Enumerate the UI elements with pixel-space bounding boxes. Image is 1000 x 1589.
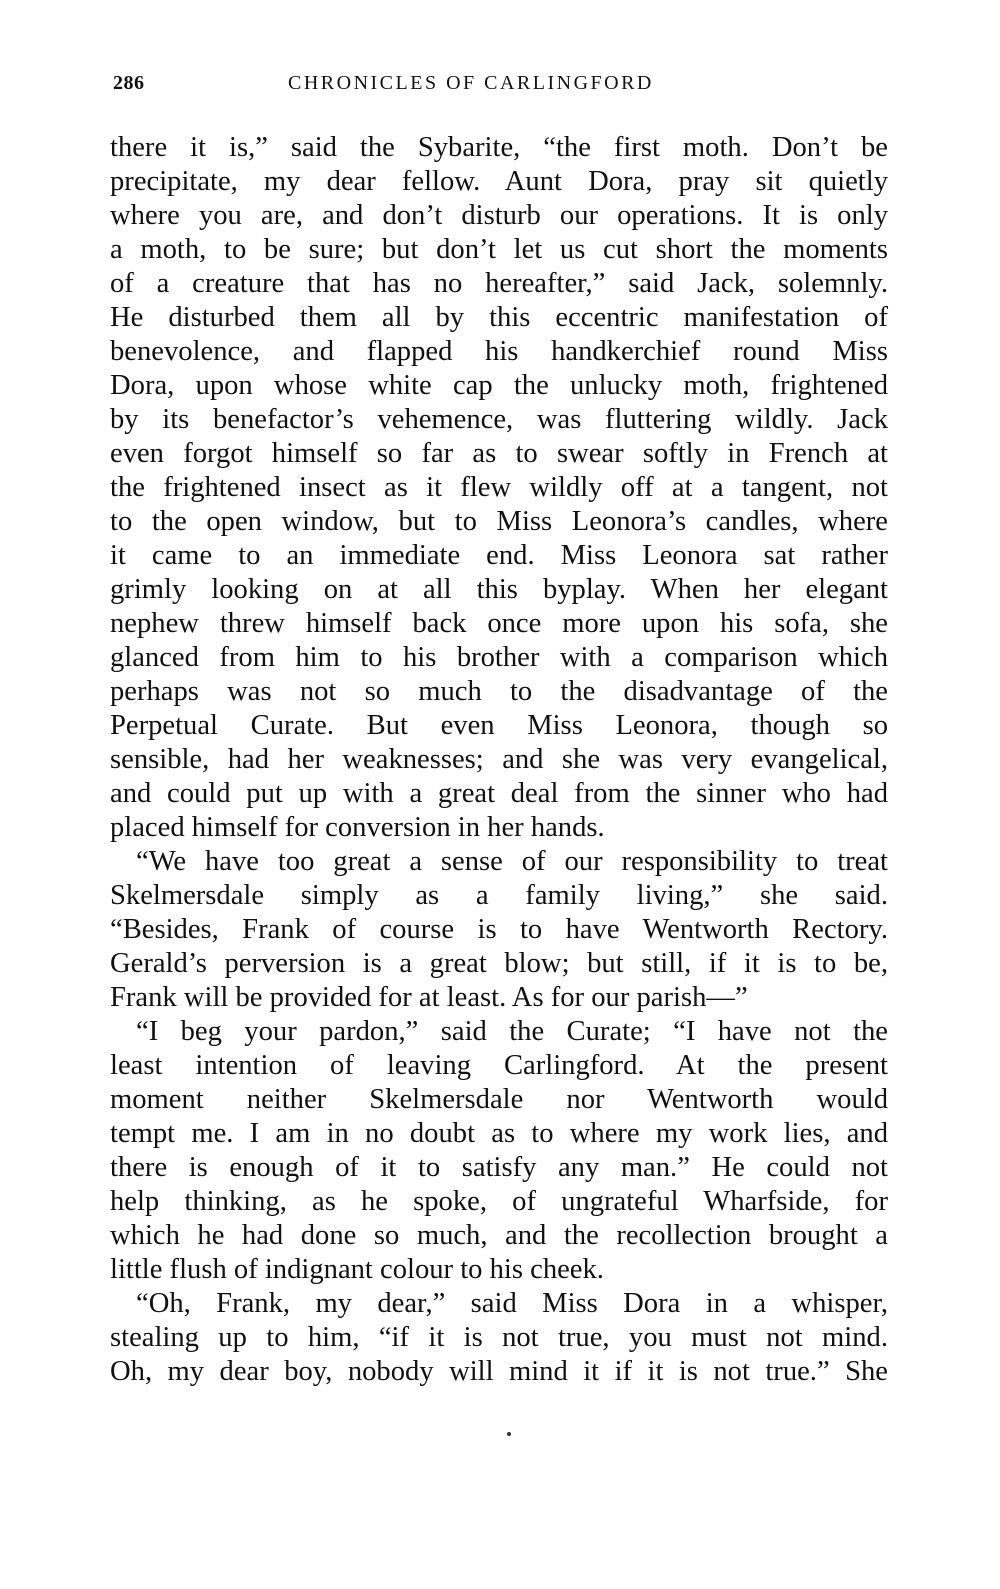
text-line: Dora, upon whose white cap the unlucky moth, frightened: [110, 370, 888, 401]
text-line: He disturbed them all by this eccentric manifestation of: [110, 302, 888, 333]
text-line: sensible, had her weaknesses; and she was very evangelical,: [110, 744, 888, 775]
text-line: the frightened insect as it flew wildly off at a tangent, not: [110, 472, 888, 503]
text-line: help thinking, as he spoke, of ungrateful Wharfside, for: [110, 1186, 888, 1217]
running-head: [113, 72, 888, 102]
text-line: tempt me. I am in no doubt as to where my work lies, and: [110, 1118, 888, 1149]
body-text: [110, 131, 888, 1389]
text-line: perhaps was not so much to the disadvantage of the: [110, 676, 888, 707]
text-line: nephew threw himself back once more upon his sofa, she: [110, 608, 888, 639]
text-line: glanced from him to his brother with a comparison which: [110, 642, 888, 673]
text-line: “We have too great a sense of our responsibility to treat: [136, 846, 888, 877]
text-line: a moth, to be sure; but don’t let us cut short the moments: [110, 234, 888, 265]
text-line: where you are, and don’t disturb our operations. It is only: [110, 200, 888, 231]
text-line: stealing up to him, “if it is not true, you must not mind.: [110, 1322, 888, 1353]
text-line: precipitate, my dear fellow. Aunt Dora, pray sit quietly: [110, 166, 888, 197]
page-number: 286: [113, 72, 145, 94]
text-line: “Besides, Frank of course is to have Wentworth Rectory.: [110, 914, 888, 945]
text-line: there it is,” said the Sybarite, “the first moth. Don’t be: [110, 132, 888, 163]
text-line: “Oh, Frank, my dear,” said Miss Dora in a whisper,: [136, 1288, 888, 1319]
text-line: little flush of indignant colour to his cheek.: [110, 1254, 604, 1285]
text-line: Oh, my dear boy, nobody will mind it if it is not true.” She: [110, 1356, 888, 1387]
text-line: Skelmersdale simply as a family living,” she said.: [110, 880, 888, 911]
text-line: of a creature that has no hereafter,” said Jack, solemnly.: [110, 268, 888, 299]
text-line: by its benefactor’s vehemence, was fluttering wildly. Jack: [110, 404, 888, 435]
book-title: CHRONICLES OF CARLINGFORD: [288, 72, 654, 94]
footer-dot: [507, 1432, 511, 1436]
text-line: Frank will be provided for at least. As for our parish—”: [110, 982, 748, 1013]
text-line: least intention of leaving Carlingford. At the present: [110, 1050, 888, 1081]
text-line: to the open window, but to Miss Leonora’s candles, where: [110, 506, 888, 537]
text-line: it came to an immediate end. Miss Leonora sat rather: [110, 540, 888, 571]
text-line: which he had done so much, and the recollection brought a: [110, 1220, 888, 1251]
text-line: even forgot himself so far as to swear softly in French at: [110, 438, 888, 469]
text-line: grimly looking on at all this byplay. When her elegant: [110, 574, 888, 605]
text-line: Gerald’s perversion is a great blow; but still, if it is to be,: [110, 948, 888, 979]
text-line: moment neither Skelmersdale nor Wentworth would: [110, 1084, 888, 1115]
text-line: placed himself for conversion in her hands.: [110, 812, 605, 843]
text-line: Perpetual Curate. But even Miss Leonora, though so: [110, 710, 888, 741]
text-line: “I beg your pardon,” said the Curate; “I have not the: [136, 1016, 888, 1047]
text-line: benevolence, and flapped his handkerchief round Miss: [110, 336, 888, 367]
text-line: there is enough of it to satisfy any man.” He could not: [110, 1152, 888, 1183]
text-line: and could put up with a great deal from the sinner who had: [110, 778, 888, 809]
